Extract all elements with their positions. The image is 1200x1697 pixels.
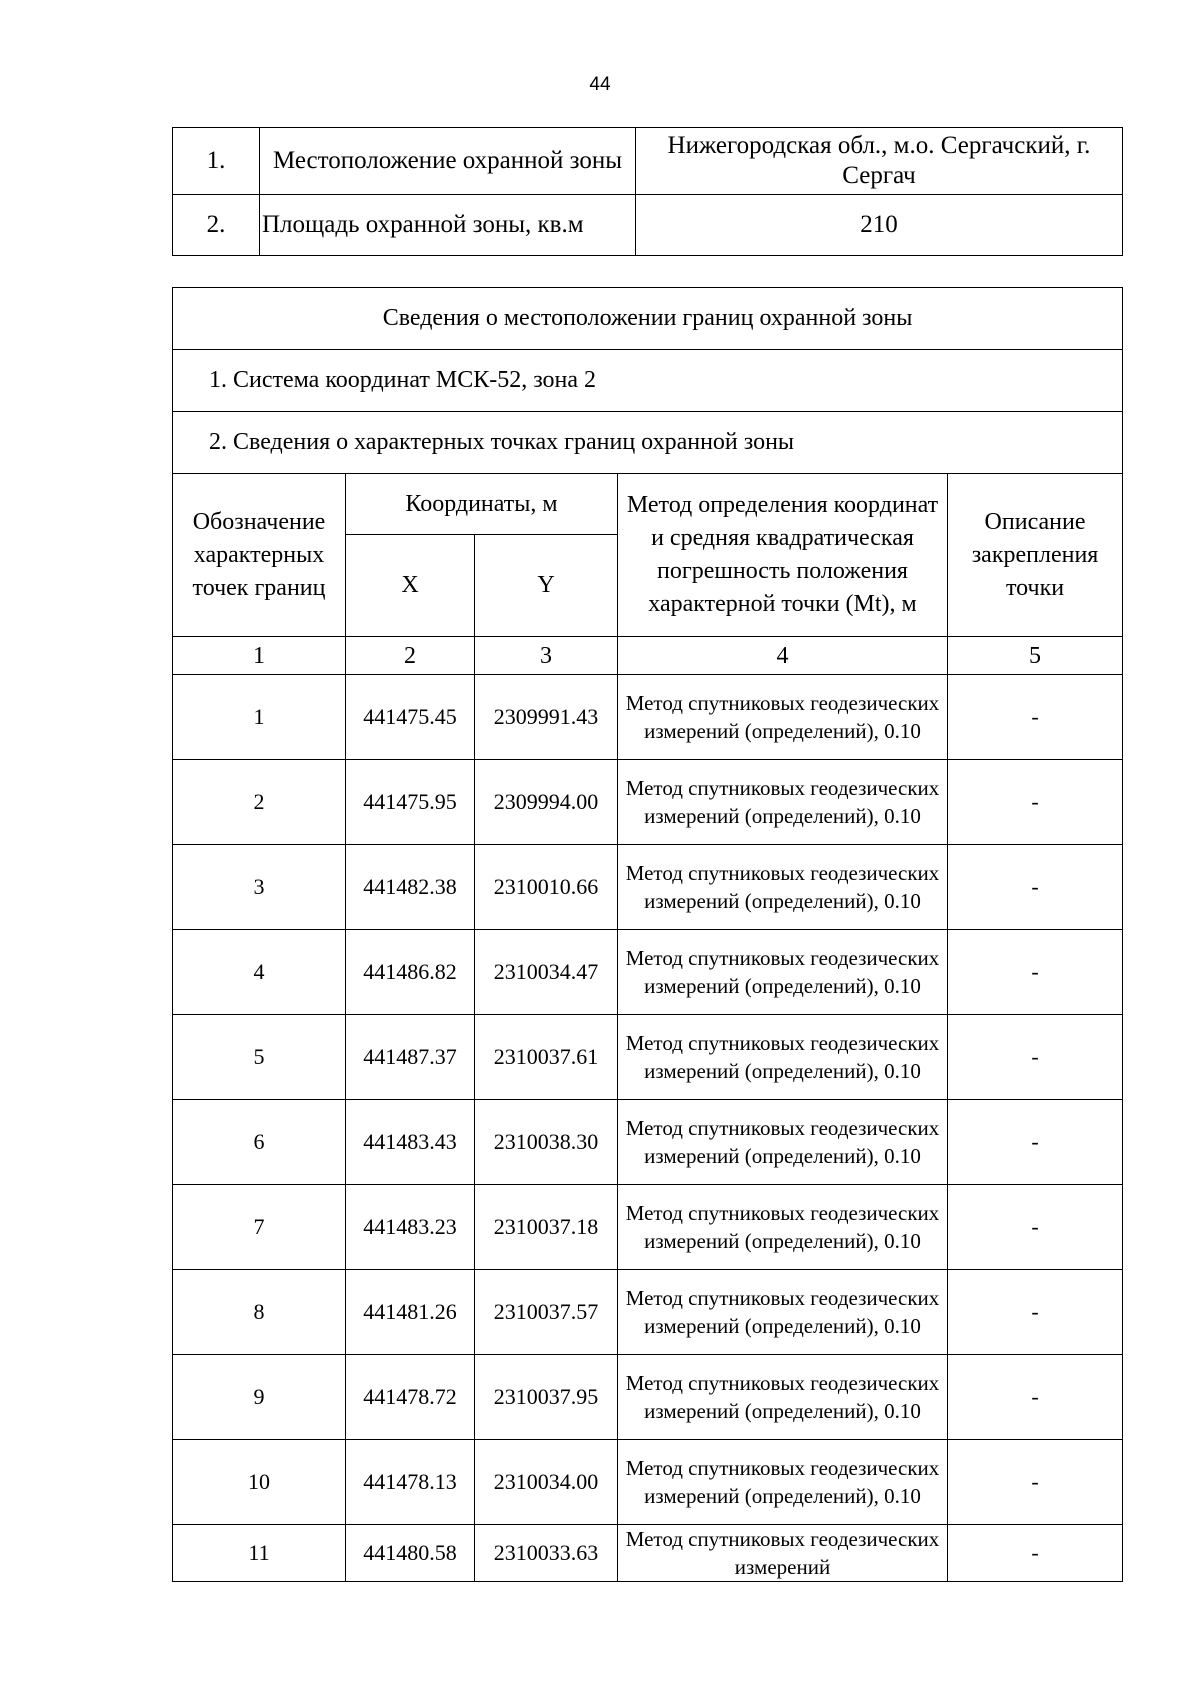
coordinate-system-label: 1. Система координат МСК-52, зона 2 bbox=[173, 350, 1123, 412]
point-method: Метод спутниковых геодезических измерений (определений), 0.10 bbox=[618, 1270, 948, 1355]
summary-row-area bbox=[173, 195, 1123, 256]
point-method: Метод спутниковых геодезических измерений (определений), 0.10 bbox=[618, 1440, 948, 1525]
zone-summary-table bbox=[172, 127, 1123, 256]
point-method: Метод спутниковых геодезических измерений (определений), 0.10 bbox=[618, 845, 948, 930]
point-y: 2310037.95 bbox=[475, 1355, 618, 1440]
header-y: Y bbox=[475, 535, 618, 637]
summary-row-number: 2. bbox=[173, 195, 260, 256]
point-description: - bbox=[948, 1355, 1123, 1440]
table-row bbox=[173, 1185, 1123, 1270]
table-row bbox=[173, 760, 1123, 845]
point-x: 441483.43 bbox=[346, 1100, 475, 1185]
table-row bbox=[173, 1355, 1123, 1440]
point-x: 441481.26 bbox=[346, 1270, 475, 1355]
point-method: Метод спутниковых геодезических измерений (определений), 0.10 bbox=[618, 1355, 948, 1440]
point-method: Метод спутниковых геодезических измерений (определений), 0.10 bbox=[618, 675, 948, 760]
point-description: - bbox=[948, 675, 1123, 760]
point-description: - bbox=[948, 1440, 1123, 1525]
point-id: 3 bbox=[173, 845, 346, 930]
point-id: 6 bbox=[173, 1100, 346, 1185]
page-number: 44 bbox=[589, 74, 611, 95]
point-y: 2310037.57 bbox=[475, 1270, 618, 1355]
point-description: - bbox=[948, 1185, 1123, 1270]
point-x: 441482.38 bbox=[346, 845, 475, 930]
header-x: X bbox=[346, 535, 475, 637]
table-row bbox=[173, 675, 1123, 760]
summary-label-area: Площадь охранной зоны, кв.м bbox=[260, 195, 636, 256]
table-row bbox=[173, 1100, 1123, 1185]
characteristic-points-label: 2. Сведения о характерных точках границ охранной зоны bbox=[173, 412, 1123, 474]
point-x: 441475.95 bbox=[346, 760, 475, 845]
summary-row-number: 1. bbox=[173, 128, 260, 195]
header-row bbox=[173, 474, 1123, 535]
point-id: 10 bbox=[173, 1440, 346, 1525]
boundary-points-table bbox=[172, 287, 1123, 1582]
summary-row-location bbox=[173, 128, 1123, 195]
table-row bbox=[173, 1440, 1123, 1525]
point-y: 2310033.63 bbox=[475, 1525, 618, 1582]
column-number: 1 bbox=[173, 637, 346, 675]
point-description: - bbox=[948, 1525, 1123, 1582]
column-number: 4 bbox=[618, 637, 948, 675]
column-number: 5 bbox=[948, 637, 1123, 675]
point-description: - bbox=[948, 760, 1123, 845]
summary-label-location: Местоположение охранной зоны bbox=[260, 128, 636, 195]
point-description: - bbox=[948, 1100, 1123, 1185]
point-x: 441478.13 bbox=[346, 1440, 475, 1525]
header-designation: Обозначение характерных точек границ bbox=[173, 474, 346, 637]
table-row bbox=[173, 1525, 1123, 1582]
header-description: Описание закрепления точки bbox=[948, 474, 1123, 637]
point-x: 441486.82 bbox=[346, 930, 475, 1015]
table-row bbox=[173, 845, 1123, 930]
point-method: Метод спутниковых геодезических измерений (определений), 0.10 bbox=[618, 1185, 948, 1270]
point-y: 2310037.18 bbox=[475, 1185, 618, 1270]
point-method: Метод спутниковых геодезических измерений (определений), 0.10 bbox=[618, 760, 948, 845]
point-method: Метод спутниковых геодезических измерений (определений), 0.10 bbox=[618, 1015, 948, 1100]
point-description: - bbox=[948, 845, 1123, 930]
point-method bbox=[618, 1525, 948, 1582]
point-id: 5 bbox=[173, 1015, 346, 1100]
point-method-text: Метод спутниковых геодезических измерений bbox=[625, 1527, 940, 1579]
point-method: Метод спутниковых геодезических измерений (определений), 0.10 bbox=[618, 930, 948, 1015]
point-y: 2309994.00 bbox=[475, 760, 618, 845]
point-x: 441487.37 bbox=[346, 1015, 475, 1100]
table-title-row bbox=[173, 288, 1123, 350]
point-y: 2310037.61 bbox=[475, 1015, 618, 1100]
point-id: 8 bbox=[173, 1270, 346, 1355]
column-numbers-row bbox=[173, 637, 1123, 675]
point-id: 11 bbox=[173, 1525, 346, 1582]
point-id: 9 bbox=[173, 1355, 346, 1440]
point-description: - bbox=[948, 930, 1123, 1015]
column-number: 2 bbox=[346, 637, 475, 675]
point-id: 1 bbox=[173, 675, 346, 760]
point-x: 441480.58 bbox=[346, 1525, 475, 1582]
point-description: - bbox=[948, 1015, 1123, 1100]
column-number: 3 bbox=[475, 637, 618, 675]
point-id: 7 bbox=[173, 1185, 346, 1270]
table-row bbox=[173, 1270, 1123, 1355]
header-method: Метод определения координат и средняя квадратическая погрешность положения характерной точки (Mt), м bbox=[618, 474, 948, 637]
point-id: 2 bbox=[173, 760, 346, 845]
table-row bbox=[173, 930, 1123, 1015]
point-y: 2310034.00 bbox=[475, 1440, 618, 1525]
header-coordinates: Координаты, м bbox=[346, 474, 618, 535]
point-x: 441478.72 bbox=[346, 1355, 475, 1440]
table-title: Сведения о местоположении границ охранной зоны bbox=[173, 288, 1123, 350]
point-y: 2310038.30 bbox=[475, 1100, 618, 1185]
point-description: - bbox=[948, 1270, 1123, 1355]
point-x: 441475.45 bbox=[346, 675, 475, 760]
section-row bbox=[173, 412, 1123, 474]
point-method: Метод спутниковых геодезических измерений (определений), 0.10 bbox=[618, 1100, 948, 1185]
summary-value-location: Нижегородская обл., м.о. Сергачский, г. Сергач bbox=[636, 128, 1123, 195]
point-id: 4 bbox=[173, 930, 346, 1015]
point-x: 441483.23 bbox=[346, 1185, 475, 1270]
point-y: 2310010.66 bbox=[475, 845, 618, 930]
point-y: 2309991.43 bbox=[475, 675, 618, 760]
section-row bbox=[173, 350, 1123, 412]
point-y: 2310034.47 bbox=[475, 930, 618, 1015]
summary-value-area: 210 bbox=[636, 195, 1123, 256]
table-row bbox=[173, 1015, 1123, 1100]
